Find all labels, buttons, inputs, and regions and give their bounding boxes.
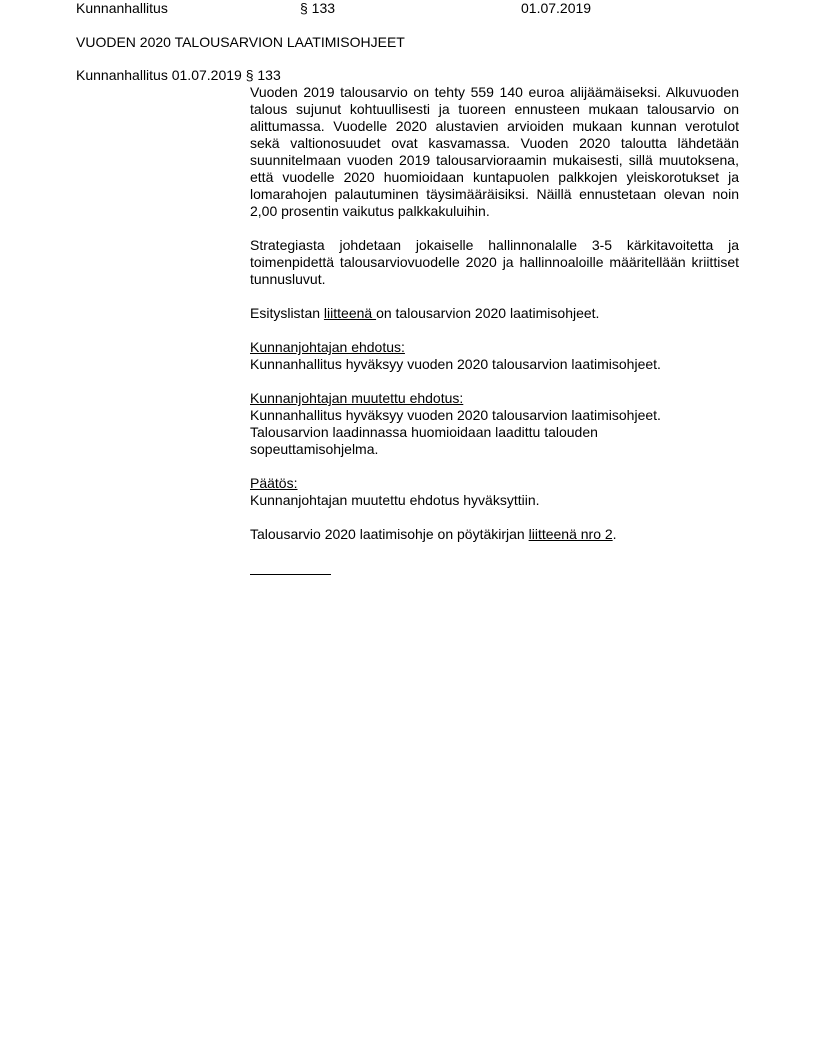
revised-proposal-heading: Kunnanjohtajan muutettu ehdotus:	[250, 390, 464, 406]
revised-proposal-line: Kunnanhallitus hyväksyy vuoden 2020 talousarvion laatimisohjeet.	[250, 407, 661, 423]
decision-heading: Päätös:	[250, 475, 298, 491]
revised-proposal-line: sopeuttamisohjelma.	[250, 441, 379, 457]
attachment-prefix: Esityslistan	[250, 305, 324, 321]
meeting-reference: Kunnanhallitus 01.07.2019 § 133	[76, 67, 281, 83]
attachment-suffix: on talousarvion 2020 laatimisohjeet.	[376, 305, 600, 321]
revised-proposal-line: Talousarvion laadinnassa huomioidaan laadittu talouden	[250, 424, 598, 440]
strategy-paragraph: Strategiasta johdetaan jokaiselle hallinnonalalle 3-5 kärkitavoitetta ja toimenpidettä talousarviovuodelle 2020 ja hallinnoaloille määritellään kriittiset tunnusluvut.	[250, 237, 739, 287]
attachment-line	[250, 305, 739, 322]
proposal-heading: Kunnanjohtajan ehdotus:	[250, 339, 405, 355]
appendix-link[interactable]: liitteenä nro 2	[528, 526, 613, 542]
attachment-link[interactable]: liitteenä	[323, 305, 377, 321]
document-title: VUODEN 2020 TALOUSARVION LAATIMISOHJEET	[76, 34, 405, 50]
end-rule-line	[250, 560, 739, 579]
end-rule	[250, 560, 331, 575]
appendix-prefix: Talousarvio 2020 laatimisohje on pöytäkirjan	[250, 526, 529, 542]
appendix-line	[250, 526, 739, 543]
header-date: 01.07.2019	[521, 0, 592, 16]
decision-text: Kunnanjohtajan muutettu ehdotus hyväksyttiin.	[250, 492, 540, 508]
header-section: § 133	[300, 0, 336, 16]
minutes-body	[250, 84, 739, 579]
appendix-suffix: .	[612, 526, 617, 542]
header-organ: Kunnanhallitus	[76, 0, 168, 16]
budget-paragraph: Vuoden 2019 talousarvio on tehty 559 140 euroa alijäämäiseksi. Alkuvuoden talous sujunut kohtuullisesti ja tuoreen ennusteen mukaan talousarvio on alittumassa. Vuodelle 2020 alustavien arvioiden mukaan kunnan verotulot sekä valtionosuudet ovat kasvamassa. Vuoden 2020 taloutta lähdetään suunnitelmaan vuoden 2019 talousarvioraamin mukaisesti, sillä muutoksena, että vuodelle 2020 huomioidaan kuntapuolen palkkojen yleiskorotukset ja lomarahojen palautuminen täysimääräisiksi. Näillä ennustetaan olevan noin 2,00 prosentin vaikutus palkkakuluihin.	[250, 84, 739, 219]
proposal-text: Kunnanhallitus hyväksyy vuoden 2020 talousarvion laatimisohjeet.	[250, 356, 661, 372]
